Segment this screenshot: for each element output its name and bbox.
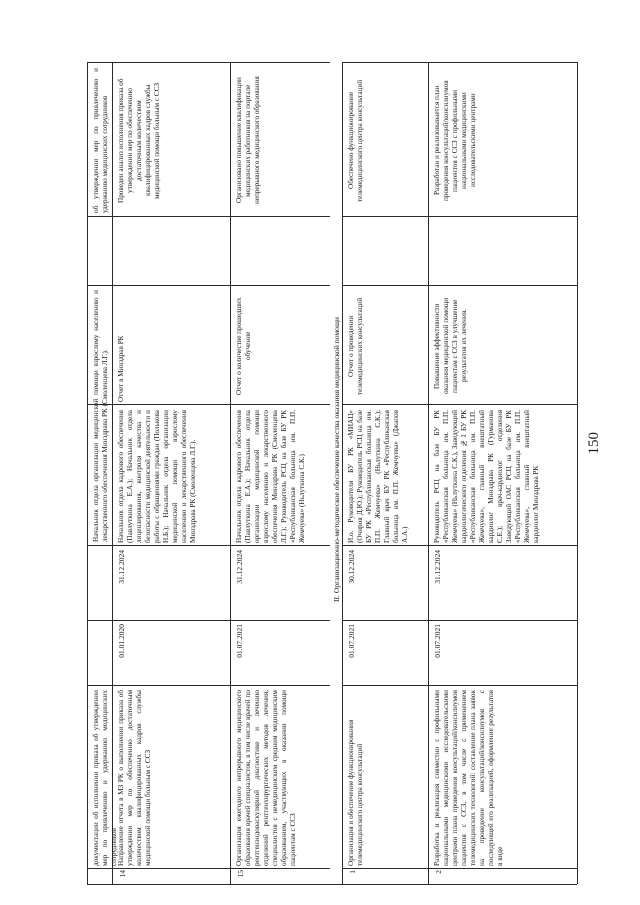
row-divider — [577, 62, 578, 884]
rowII2-indicator: Разработан и реализовывается план проведения консультаций/консилиумов пациентов с ССЗ с профильными национальными медицинскими исследовательскими центрами — [433, 80, 477, 201]
row15-indicator: Организовано повышение квалификации медицинских работников на портале непрерывного медицинского образования — [235, 76, 261, 205]
rowII2-start-date: 01.07.2021 — [433, 624, 442, 658]
row14-measure: Направление отчета в МЗ РК о выполнении приказа об утверждении мер по обеспечению достаточным количеством квалифицированных кадров службы медицинской помощи больным с ССЗ — [117, 690, 152, 866]
rowII2-measure: Разработка и реализация совместно с профильными национальными медицинскими исследовательскими центрами плана проведения консультаций/консилиумов пациентов с ССЗ, в том числе с применением телемедицинских технологий: составление плана заявок на проведение консультаций/консилиумов с последующей его реализацией, оформление результатов в виде — [433, 690, 504, 866]
table-border-bottom — [87, 884, 577, 885]
row14-result: Отчет в Минздрав РК — [117, 335, 125, 402]
row15-measure: Организация ежегодного непрерывного медицинского образования врачей специалистов, в том числе врачей по рентгенэндоваскулярной диагностике и лечению отделений рентгенхирургических методов лечения, специалистов с немедицинским средним медицинским образованием, участвующих в оказании помощи пациентам с ССЗ — [235, 690, 297, 866]
row15-result: Отчет о количестве прошедших обучение — [235, 297, 252, 395]
rowII1-number: 1 — [348, 870, 357, 874]
row-divider — [342, 62, 343, 884]
row0-indicator: об утверждении мер по привлечению и удержанию медицинских сотрудников — [92, 68, 109, 213]
row14-responsible: Начальник отдела кадрового обеспечения (Павлуткина Е.А.); Начальник отдела лицензирования, контроля качества и безопасности медицинской деятельности и работы с обращениями граждан (Полькова Н.Б.); Начальник отдела организации медицинской помощи взрослому населению и лекарственного обеспечения Минздрава РК (Смоленцева Л.Г.). — [117, 410, 197, 543]
row14-start-date: 01.01.2020 — [117, 624, 126, 658]
rowII2-responsible: Руководитель РСЦ на базе БУ РК «Республиканская больница им. П.П. Жемчуева» (Ньлуткина С.К.), Заведующий кардиологического отделения №1 БУ РК «Республиканская больница им. П.П. Жемчуева», главный внештатный кардиолог Минздрава РК (Гурманова С.Е.); врач-кардиолог отделения Заведующий ОАС РСЦ на базе БУ РК «Республиканская больница им. П.П. Жемчуева», главный внештатный кардиолог Минздрава РК — [433, 410, 540, 543]
rowII1-result: Отчет о проведении телемедицинских консультаций — [347, 297, 364, 395]
row15-number: 15 — [236, 870, 245, 878]
row0-responsible: Начальник отдела организации медицинской помощи взрослому населению и лекарственного обеспечения Минздрава РК (Смоленцева Л.Г.). — [92, 290, 109, 542]
rowII2-result: Повышение эффективности оказания медицинской помощи пациентам с ССЗ в улучшение результатов их лечения. — [433, 297, 468, 395]
row-divider — [87, 62, 88, 884]
row0-measure: документации об исполнении приказа об утверждении мер по привлечению и удержанию медицинских сотрудников — [92, 690, 118, 866]
row-divider — [112, 62, 113, 884]
rowII1-indicator: Обеспечено функционирование телемедицинского центра консультаций — [347, 79, 364, 202]
rowII1-measure: Организация и обеспечение функционирования телемедицинского центра консультаций — [347, 719, 364, 866]
row15-responsible: Начальник отдела кадрового обеспечения (Павлуткина Е.А.); Начальник отдела организации медицинской помощи взрослому населению и лекарственного обеспечения Минздрава РК (Смоленцева Л.Г.); Руководитель РСЦ на базе БУ РК «Республиканская больница им. П.П. Жемчуева» (Ньлуткина С.К.) — [235, 410, 306, 543]
section-title: II. Организационно-методическое обеспечение качества оказания медицинской помощи — [332, 317, 341, 603]
row-divider — [428, 62, 429, 884]
rowII2-number: 2 — [434, 870, 443, 874]
row15-start-date: 01.07.2021 — [235, 624, 244, 658]
page-number: 150 — [586, 432, 602, 455]
rowII1-start-date: 01.07.2021 — [347, 624, 356, 658]
row-divider — [230, 62, 231, 884]
rowII1-end-date: 30.12.2024 — [347, 550, 356, 584]
row14-end-date: 31.12.2024 — [117, 550, 126, 584]
row14-number: 14 — [118, 870, 127, 878]
rowII2-end-date: 31.12.2024 — [433, 550, 442, 584]
row15-end-date: 31.12.2024 — [235, 550, 244, 584]
row14-indicator-text: Проведен анализ исполнения приказа об утверждении мер по обеспечению достаточным количеством квалифицированных кадров службы медицинской помощи больным с ССЗ — [117, 78, 161, 203]
rowII1-responsible: И.о. Руководителя БУ РК «МИАЦ» (Очиров Д.Ю.); Руководитель РСЦ на базе БУ РК «Республиканская больница им. П.П. Жемчуева» (Ньлуткина С.К.); Главный врач БУ РК «Республиканская больница им. П.П. Жемчуева» (Джапов А.А.) — [347, 410, 409, 543]
